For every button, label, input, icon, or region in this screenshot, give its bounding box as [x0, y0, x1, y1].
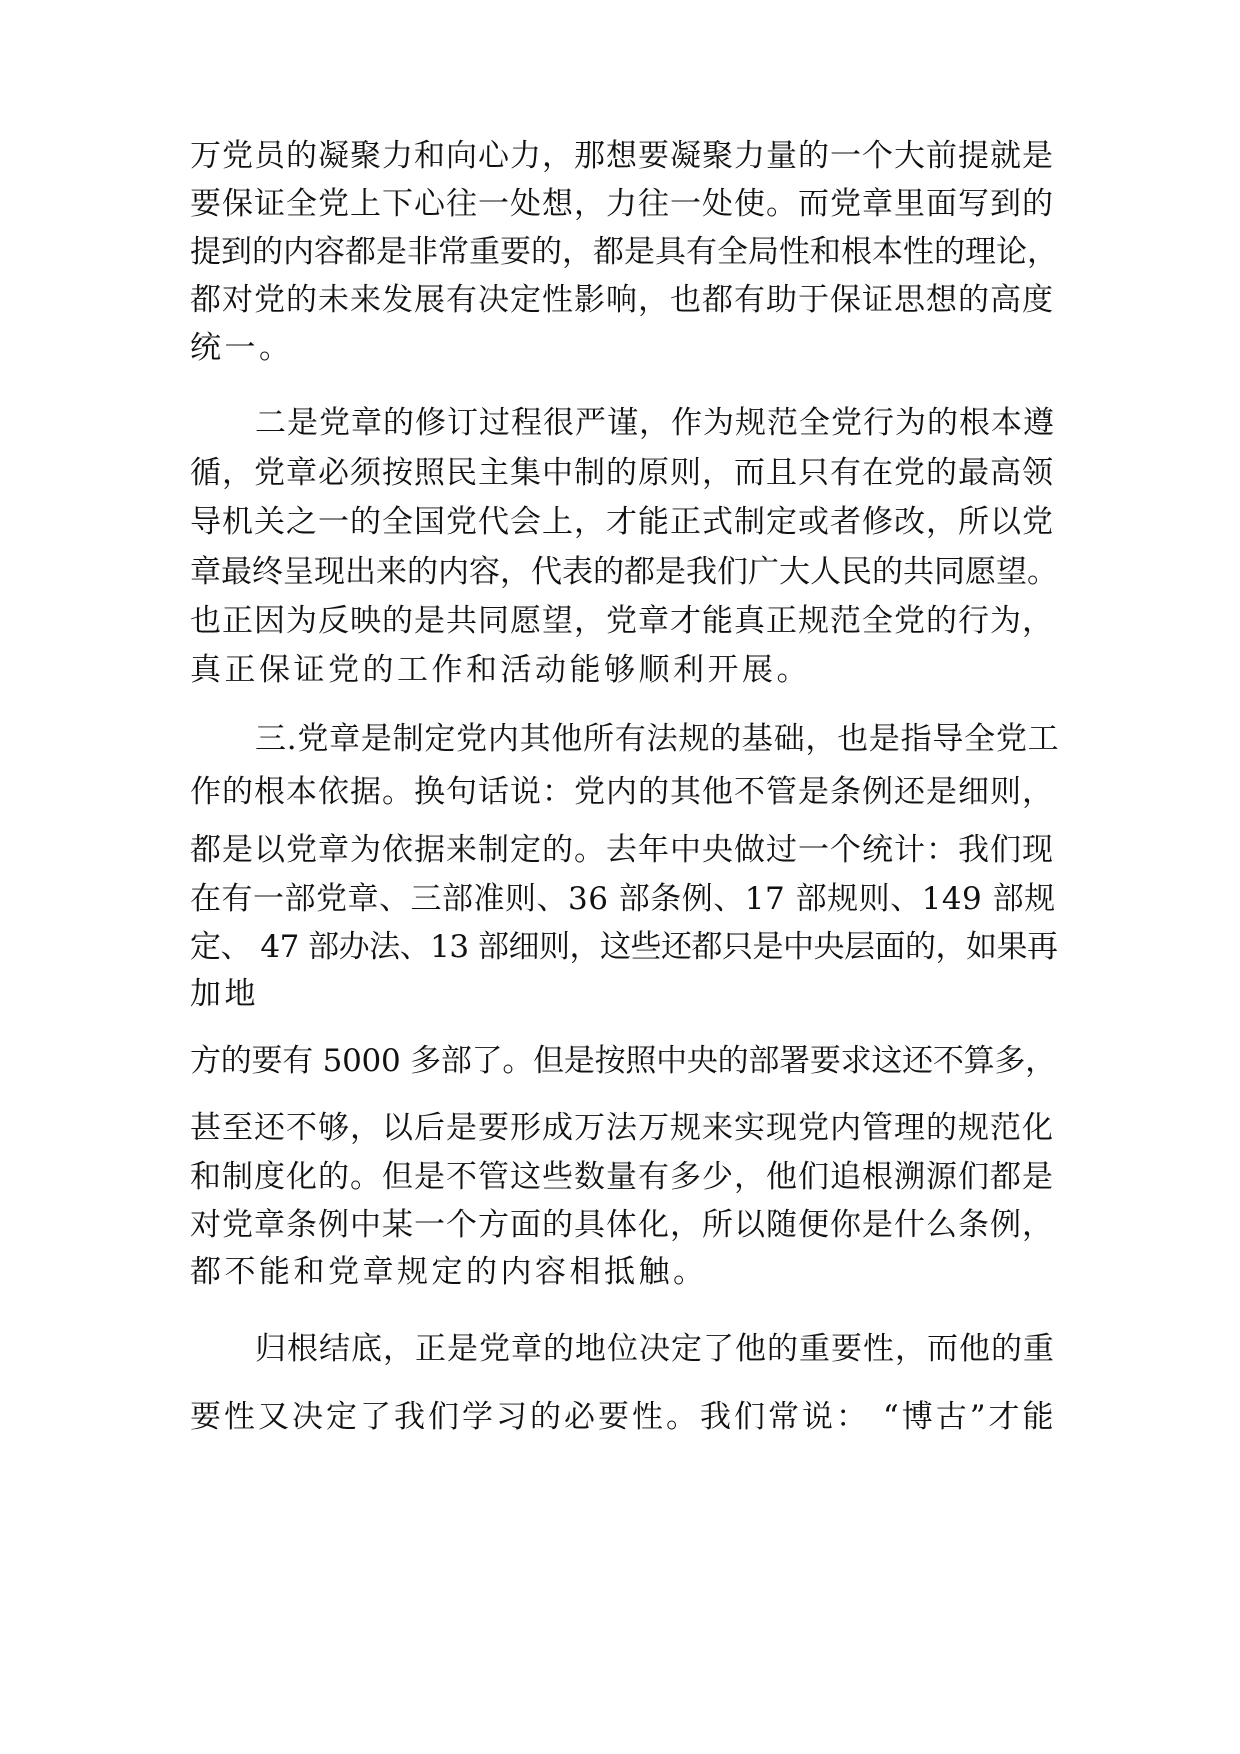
text-line: 加地: [190, 976, 259, 1012]
text-line: 都对党的未来发展有决定性影响，也都有助于保证思想的高度: [190, 282, 1054, 318]
text-line: 甚至还不够，以后是要形成万法万规来实现党内管理的规范化: [190, 1110, 1054, 1146]
text-line: 要性又决定了我们学习的必要性。我们常说： “博古”才能: [190, 1399, 1057, 1435]
text-line: 作的根本依据。换句话说：党内的其他不管是条例还是细则，: [190, 774, 1054, 810]
text-line: 万党员的凝聚力和向心力，那想要凝聚力量的一个大前提就是: [190, 138, 1054, 174]
text-line: 定、 47 部办法、13 部细则，这些还都只是中央层面的，如果再: [190, 929, 1058, 965]
text-line: 真正保证党的工作和活动能够顺利开展。: [190, 652, 811, 688]
text-line: 提到的内容都是非常重要的，都是具有全局性和根本性的理论，: [190, 234, 1058, 270]
text-line: 导机关之一的全国党代会上，才能正式制定或者修改，所以党: [190, 504, 1054, 540]
text-line: 在有一部党章、三部准则、36 部条例、17 部规则、149 部规: [190, 881, 1056, 917]
text-line: 方的要有 5000 多部了。但是按照中央的部署要求这还不算多，: [190, 1043, 1056, 1079]
text-line: 要保证全党上下心往一处想，力往一处使。而党章里面写到的: [190, 186, 1054, 222]
paragraph-first-line: 归根结底，正是党章的地位决定了他的重要性，而他的重: [255, 1331, 1055, 1367]
text-line: 章最终呈现出来的内容，代表的都是我们广大人民的共同愿望。: [190, 554, 1058, 590]
text-line: 循，党章必须按照民主集中制的原则，而且只有在党的最高领: [190, 455, 1054, 491]
text-line: 和制度化的。但是不管这些数量有多少，他们追根溯源们都是: [190, 1159, 1054, 1195]
text-line: 都是以党章为依据来制定的。去年中央做过一个统计：我们现: [190, 832, 1054, 868]
text-line: 都不能和党章规定的内容相抵触。: [190, 1254, 708, 1290]
text-line: 对党章条例中某一个方面的具体化，所以随便你是什么条例，: [190, 1207, 1054, 1243]
paragraph-first-line: 二是党章的修订过程很严谨，作为规范全党行为的根本遵: [255, 405, 1055, 441]
text-line: 也正因为反映的是共同愿望，党章才能真正规范全党的行为，: [190, 603, 1054, 639]
paragraph-first-line: 三.党章是制定党内其他所有法规的基础，也是指导全党工: [255, 721, 1060, 757]
text-line: 统一。: [190, 330, 294, 366]
